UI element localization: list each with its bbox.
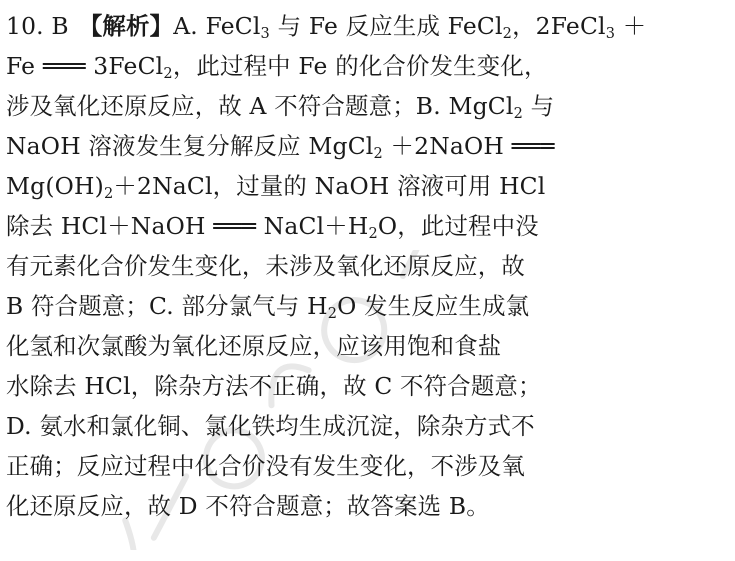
text-segment: Fe ═══ 3FeCl	[6, 52, 164, 80]
solution-lines	[6, 6, 730, 526]
text-segment: B 符合题意；C. 部分氯气与 H	[6, 292, 328, 320]
question-number: 10. B	[6, 12, 69, 40]
subscript: 2	[502, 26, 513, 43]
text-segment: 有元素化合价发生变化，未涉及氧化还原反应，故	[6, 252, 525, 280]
solution-line	[6, 206, 730, 246]
text-segment: O 发生反应生成氯	[337, 292, 530, 320]
text-segment: 与	[523, 92, 555, 120]
solution-line	[6, 86, 730, 126]
solution-line	[6, 366, 730, 406]
solution-line	[6, 246, 730, 286]
solution-line	[6, 166, 730, 206]
text-segment: ＋	[615, 12, 647, 40]
text-segment: NaOH 溶液发生复分解反应 MgCl	[6, 132, 374, 160]
text-segment: 化氢和次氯酸为氧化还原反应，应该用饱和食盐	[6, 332, 502, 360]
solution-line	[6, 446, 730, 486]
solution-line	[6, 46, 730, 86]
text-segment: ，此过程中 Fe 的化合价发生变化，	[172, 52, 548, 80]
text-segment: 水除去 HCl，除杂方法不正确，故 C 不符合题意；	[6, 372, 542, 400]
text-segment: 正确；反应过程中化合价没有发生变化，不涉及氧	[6, 452, 525, 480]
solution-line	[6, 326, 730, 366]
text-segment: 化还原反应，故 D 不符合题意；故答案选 B。	[6, 492, 490, 520]
subscript: 2	[368, 226, 378, 243]
text-segment: A. FeCl	[173, 12, 261, 40]
solution-line	[6, 286, 730, 326]
text-segment: ，2FeCl	[512, 12, 606, 40]
solution-line	[6, 406, 730, 446]
text-segment: ＋2NaCl，过量的 NaOH 溶液可用 HCl	[113, 172, 546, 200]
text-segment: O，此过程中没	[377, 212, 539, 240]
solution-line	[6, 126, 730, 166]
subscript: 3	[260, 26, 270, 43]
solution-line	[6, 486, 730, 526]
solution-text	[6, 6, 730, 526]
subscript: 2	[373, 146, 383, 163]
text-segment: 涉及氧化还原反应，故 A 不符合题意；B. MgCl	[6, 92, 514, 120]
subscript: 3	[605, 26, 616, 43]
subscript: 2	[163, 66, 173, 83]
analysis-heading: 【解析】	[78, 12, 174, 40]
subscript: 2	[103, 186, 114, 203]
text-segment: Mg(OH)	[6, 172, 104, 200]
text-segment: 除去 HCl＋NaOH ═══ NaCl＋H	[6, 212, 369, 240]
subscript: 2	[327, 306, 338, 323]
text-segment: ＋2NaOH ═══	[382, 132, 555, 160]
subscript: 2	[513, 106, 524, 123]
text-segment: 与 Fe 反应生成 FeCl	[269, 12, 503, 40]
text-segment: D. 氨水和氯化铜、氯化铁均生成沉淀，除杂方式不	[6, 412, 535, 440]
solution-line	[6, 6, 730, 46]
